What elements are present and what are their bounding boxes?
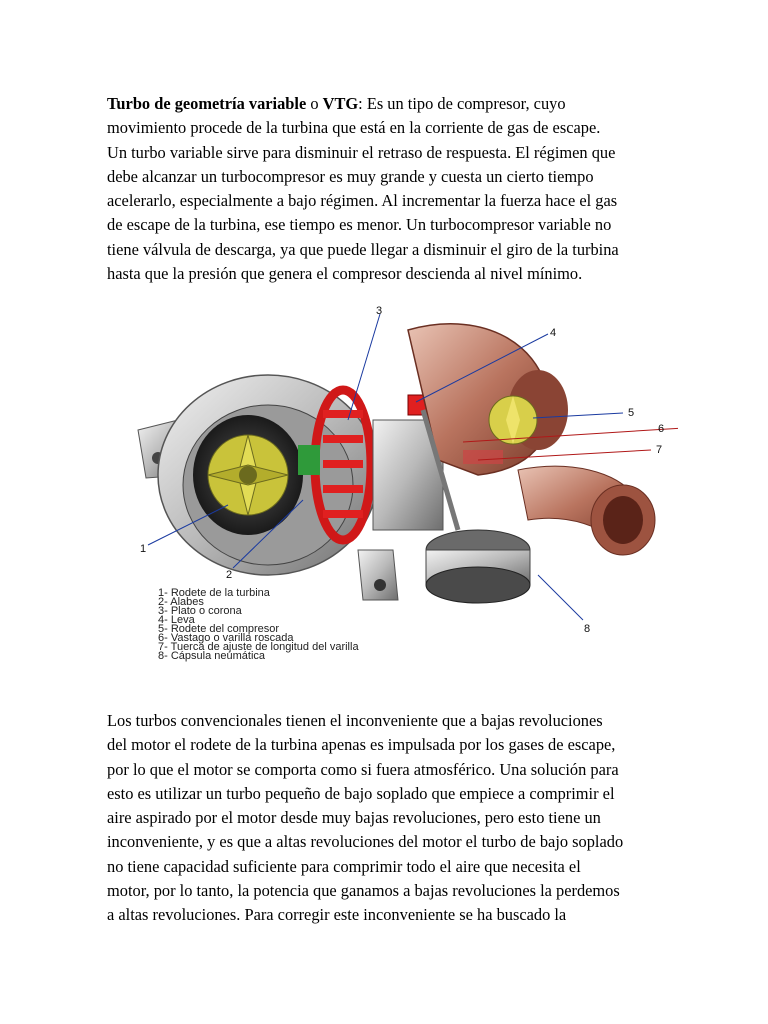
intro-line: debe alcanzar un turbocompresor es muy grande y cuesta un cierto tiempo bbox=[107, 166, 594, 186]
term-bold: Turbo de geometría variable bbox=[107, 94, 307, 113]
legend-item: 3- Plato o corona bbox=[158, 605, 242, 617]
body-line: aire aspirado por el motor desde muy bajas revoluciones, pero esto tiene un bbox=[107, 808, 601, 828]
intro-line: de escape de la turbina, ese tiempo es menor. Un turbocompresor variable no bbox=[107, 215, 612, 235]
callout-1: 1 bbox=[140, 543, 147, 555]
intro-line: Un turbo variable sirve para disminuir el retraso de respuesta. El régimen que bbox=[107, 142, 616, 162]
callout-7: 7 bbox=[656, 444, 663, 456]
legend-item: 2- Alabes bbox=[158, 596, 204, 608]
acronym-bold: VTG bbox=[322, 94, 359, 113]
callout-4: 4 bbox=[550, 327, 557, 339]
body-line: a altas revoluciones. Para corregir este inconveniente se ha buscado la bbox=[107, 905, 567, 925]
legend-item: 6- Vastago o varilla roscada bbox=[158, 632, 294, 644]
body-line: motor, por lo tanto, la potencia que ganamos a bajas revoluciones la perdemos bbox=[107, 881, 620, 901]
body-line: del motor el rodete de la turbina apenas es impulsada por los gases de escape, bbox=[107, 735, 616, 755]
intro-line: hasta que la presión que genera el compresor descienda al nivel mínimo. bbox=[107, 264, 583, 284]
legend-item: 7- Tuerca de ajuste de longitud del varilla bbox=[158, 641, 359, 653]
figure-legend bbox=[158, 587, 359, 662]
body-line: Los turbos convencionales tienen el inconveniente que a bajas revoluciones bbox=[107, 711, 603, 730]
callout-3: 3 bbox=[376, 305, 383, 317]
intro-paragraph bbox=[107, 92, 677, 286]
intro-first-line bbox=[107, 92, 677, 116]
connector-text: o bbox=[306, 94, 323, 113]
intro-line: movimiento procede de la turbina que está en la corriente de gas de escape. bbox=[107, 118, 601, 138]
body-line: esto es utilizar un turbo pequeño de bajo soplado que empiece a comprimir el bbox=[107, 783, 615, 803]
compressor-wheel bbox=[489, 396, 537, 444]
legend-item: 8- Cápsula neumática bbox=[158, 650, 266, 662]
body-line: inconveniente, y es que a altas revoluciones del motor el turbo de bajo soplado bbox=[107, 832, 624, 852]
pneumatic-capsule bbox=[426, 530, 530, 603]
callout-5: 5 bbox=[628, 407, 635, 419]
legend-item: 5- Rodete del compresor bbox=[158, 623, 280, 635]
legend-item: 4- Leva bbox=[158, 614, 195, 626]
body-paragraph bbox=[107, 709, 677, 928]
first-line-text: : Es un tipo de compresor, cuyo bbox=[358, 94, 566, 113]
turbo-diagram bbox=[118, 300, 678, 665]
turbine-wheel bbox=[208, 435, 288, 515]
callout-8: 8 bbox=[584, 623, 591, 635]
intro-line: acelerarlo, especialmente a bajo régimen. Al incrementar la fuerza hace el gas bbox=[107, 191, 618, 211]
body-line: no tiene capacidad suficiente para comprimir todo el aire que necesita el bbox=[107, 856, 581, 876]
legend-item: 1- Rodete de la turbina bbox=[158, 587, 270, 599]
callout-2: 2 bbox=[226, 569, 233, 581]
body-line: por lo que el motor se comporta como si fuera atmosférico. Una solución para bbox=[107, 759, 619, 779]
intro-line: tiene válvula de descarga, ya que puede llegar a disminuir el giro de la turbina bbox=[107, 239, 619, 259]
callout-6: 6 bbox=[658, 423, 665, 435]
turbo-illustration bbox=[118, 300, 678, 665]
